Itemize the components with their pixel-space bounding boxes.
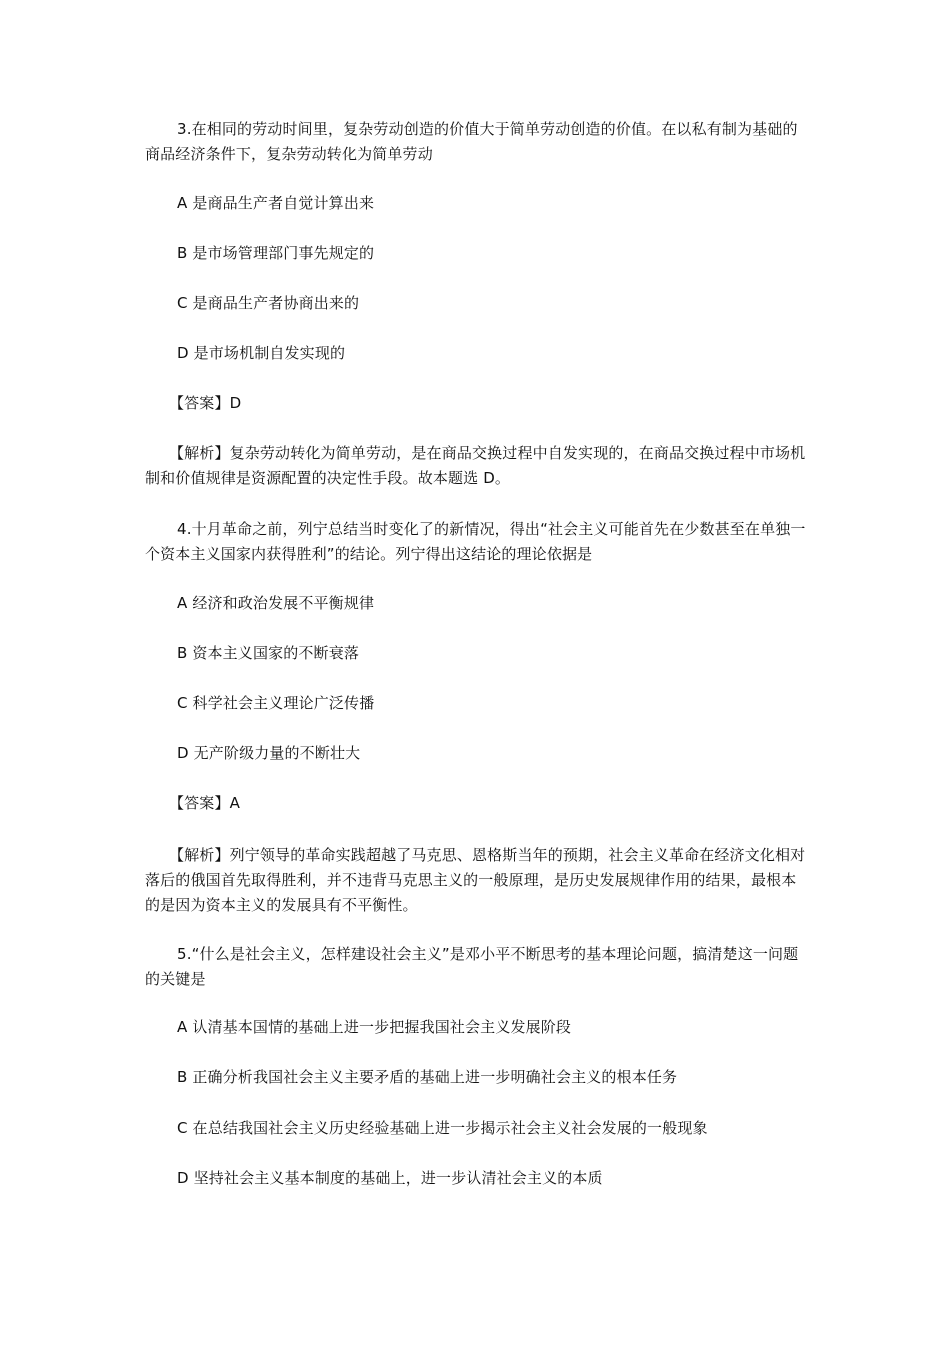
question-5-option-d: D 坚持社会主义基本制度的基础上，进一步认清社会主义的本质 [177, 1169, 603, 1187]
question-4-option-b: B 资本主义国家的不断衰落 [177, 644, 360, 662]
question-5-stem: 5.“什么是社会主义，怎样建设社会主义”是邓小平不断思考的基本理论问题，搞清楚这一问题的关键是 [145, 945, 799, 988]
question-3-option-b: B 是市场管理部门事先规定的 [177, 244, 375, 262]
question-3-analysis: 【解析】复杂劳动转化为简单劳动，是在商品交换过程中自发实现的，在商品交换过程中市场机制和价值规律是资源配置的决定性手段。故本题选 D。 [145, 444, 806, 487]
question-4-option-d: D 无产阶级力量的不断壮大 [177, 744, 361, 762]
question-3-stem: 3.在相同的劳动时间里，复杂劳动创造的价值大于简单劳动创造的价值。在以私有制为基础的商品经济条件下，复杂劳动转化为简单劳动 [145, 120, 798, 163]
question-3-option-a: A 是商品生产者自觉计算出来 [177, 194, 375, 212]
question-3-option-c: C 是商品生产者协商出来的 [177, 294, 360, 312]
question-3-option-d: D 是市场机制自发实现的 [177, 344, 346, 362]
question-3-answer: 【答案】D [169, 394, 242, 412]
question-4-analysis: 【解析】列宁领导的革命实践超越了马克思、恩格斯当年的预期，社会主义革命在经济文化相对落后的俄国首先取得胜利，并不违背马克思主义的一般原理，是历史发展规律作用的结果，最根本的是因为资本主义的发展具有不平衡性。 [145, 846, 806, 914]
question-5-option-b: B 正确分析我国社会主义主要矛盾的基础上进一步明确社会主义的根本任务 [177, 1068, 678, 1086]
question-4-answer: 【答案】A [169, 794, 241, 812]
question-4-option-c: C 科学社会主义理论广泛传播 [177, 694, 375, 712]
question-5-option-a: A 认清基本国情的基础上进一步把握我国社会主义发展阶段 [177, 1018, 572, 1036]
question-4-option-a: A 经济和政治发展不平衡规律 [177, 594, 375, 612]
question-4-stem: 4.十月革命之前，列宁总结当时变化了的新情况，得出“社会主义可能首先在少数甚至在单独一个资本主义国家内获得胜利”的结论。列宁得出这结论的理论依据是 [145, 520, 806, 563]
question-5-option-c: C 在总结我国社会主义历史经验基础上进一步揭示社会主义社会发展的一般现象 [177, 1119, 708, 1137]
